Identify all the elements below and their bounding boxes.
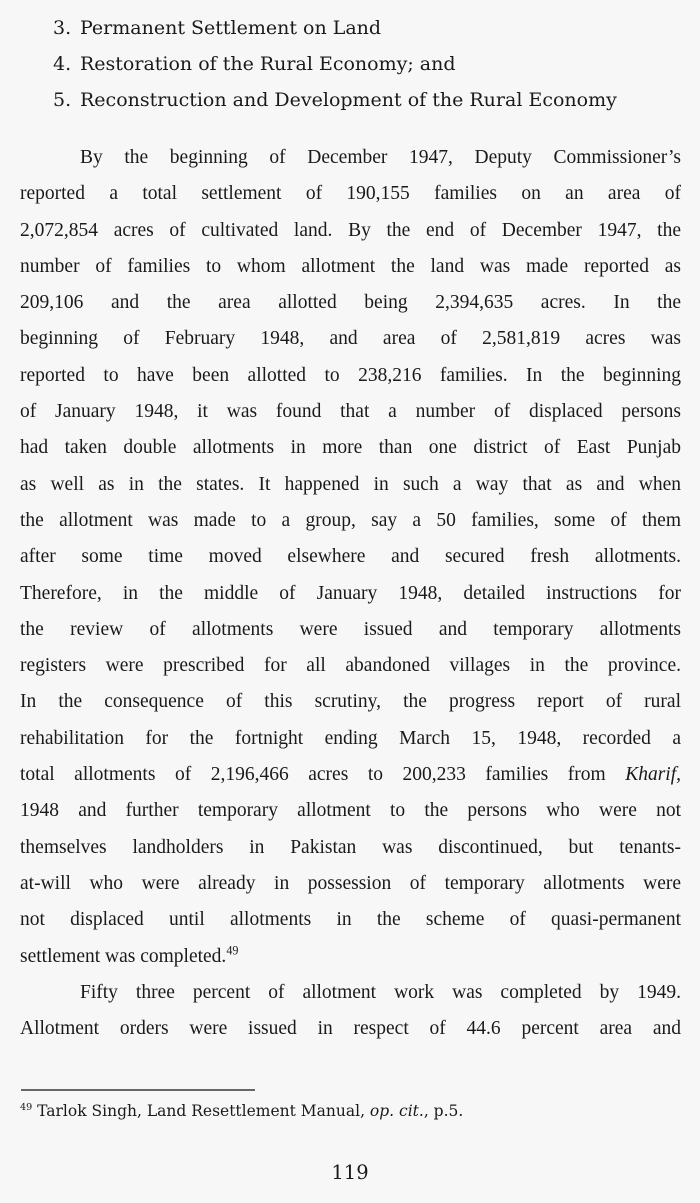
text-segment: 209,106 and the area allotted being 2,394,635 acres. In the — [20, 292, 681, 314]
text-line — [20, 793, 681, 829]
text-line — [20, 394, 681, 430]
text-line — [20, 176, 681, 212]
text-segment: reported a total settlement of 190,155 families on an area of — [20, 183, 681, 205]
text-segment: the review of allotments were issued and temporary allotments — [20, 618, 681, 640]
text-line — [20, 939, 681, 975]
list-item-text: Permanent Settlement on Land — [80, 17, 382, 39]
text-line — [20, 539, 681, 575]
body-text — [20, 140, 681, 1047]
text-segment: registers were prescribed for all abandoned villages in the province. — [20, 655, 681, 677]
text-segment: beginning of February 1948, and area of 2,581,819 acres was — [20, 328, 681, 350]
text-segment: of January 1948, it was found that a number of displaced persons — [20, 401, 681, 423]
numbered-list — [20, 10, 681, 118]
text-line — [20, 866, 681, 902]
text-line — [20, 684, 681, 720]
text-segment: had taken double allotments in more than one district of East Punjab — [20, 437, 681, 459]
superscript-ref: 49 — [20, 1101, 33, 1113]
page-number: 119 — [331, 1161, 369, 1184]
text-segment: Allotment orders were issued in respect of 44.6 percent area and — [20, 1018, 681, 1040]
text-segment: 2,072,854 acres of cultivated land. By the end of December 1947, the — [20, 219, 681, 241]
list-item-text: Restoration of the Rural Economy; and — [80, 53, 456, 75]
text-line — [20, 503, 681, 539]
text-segment: not displaced until allotments in the scheme of quasi-permanent — [20, 909, 681, 931]
text-segment: In the consequence of this scrutiny, the progress report of rural — [20, 691, 681, 713]
text-segment: , p.5. — [423, 1102, 464, 1120]
italic-text: Kharif, — [625, 764, 681, 786]
paragraph — [20, 140, 681, 975]
text-line — [20, 140, 681, 176]
text-line — [20, 1011, 681, 1047]
text-segment: Tarlok Singh, Land Resettlement Manual, — [32, 1102, 370, 1120]
footnote-divider — [21, 1089, 255, 1091]
text-line — [20, 430, 681, 466]
text-segment: By the beginning of December 1947, Deputy Commissioner’s — [80, 147, 681, 168]
list-item — [20, 46, 681, 82]
text-line — [20, 902, 681, 938]
text-line — [20, 321, 681, 357]
text-line — [20, 467, 681, 503]
text-line — [20, 285, 681, 321]
footnote — [20, 1098, 681, 1124]
text-segment: the allotment was made to a group, say a 50 families, some of them — [20, 509, 681, 531]
paragraph — [20, 975, 681, 1048]
text-line — [20, 213, 681, 249]
text-line — [20, 830, 681, 866]
superscript-ref: 49 — [226, 943, 239, 958]
list-item-number: 3. — [53, 17, 72, 39]
text-segment: rehabilitation for the fortnight ending March 15, 1948, recorded a — [20, 727, 681, 749]
text-segment: Fifty three percent of allotment work was completed by 1949. — [80, 981, 681, 1003]
list-item-text: Reconstruction and Development of the Rural Economy — [80, 89, 617, 111]
text-segment: as well as in the states. It happened in such a way that as and when — [20, 473, 681, 495]
list-item — [20, 10, 681, 46]
text-segment: at-will who were already in possession of temporary allotments were — [20, 872, 681, 894]
text-segment: 1948 and further temporary allotment to the persons who were not — [20, 800, 681, 822]
text-segment: reported to have been allotted to 238,216 families. In the beginning — [20, 364, 681, 386]
text-line — [20, 721, 681, 757]
text-segment: Therefore, in the middle of January 1948, detailed instructions for — [20, 582, 681, 604]
text-line — [20, 757, 681, 793]
text-line — [20, 612, 681, 648]
text-line — [20, 576, 681, 612]
list-item — [20, 82, 681, 118]
list-item-number: 5. — [53, 89, 72, 111]
text-line — [20, 648, 681, 684]
italic-text: op. cit. — [369, 1102, 424, 1120]
text-segment: themselves landholders in Pakistan was discontinued, but tenants- — [20, 836, 681, 858]
text-segment: settlement was completed. — [20, 945, 227, 967]
list-item-number: 4. — [53, 53, 72, 75]
text-segment: number of families to whom allotment the land was made reported as — [20, 255, 681, 277]
text-line — [20, 975, 681, 1011]
text-line — [20, 249, 681, 285]
text-segment: total allotments of 2,196,466 acres to 200,233 families from — [20, 764, 626, 786]
text-line — [20, 358, 681, 394]
text-segment: after some time moved elsewhere and secured fresh allotments. — [20, 546, 681, 568]
